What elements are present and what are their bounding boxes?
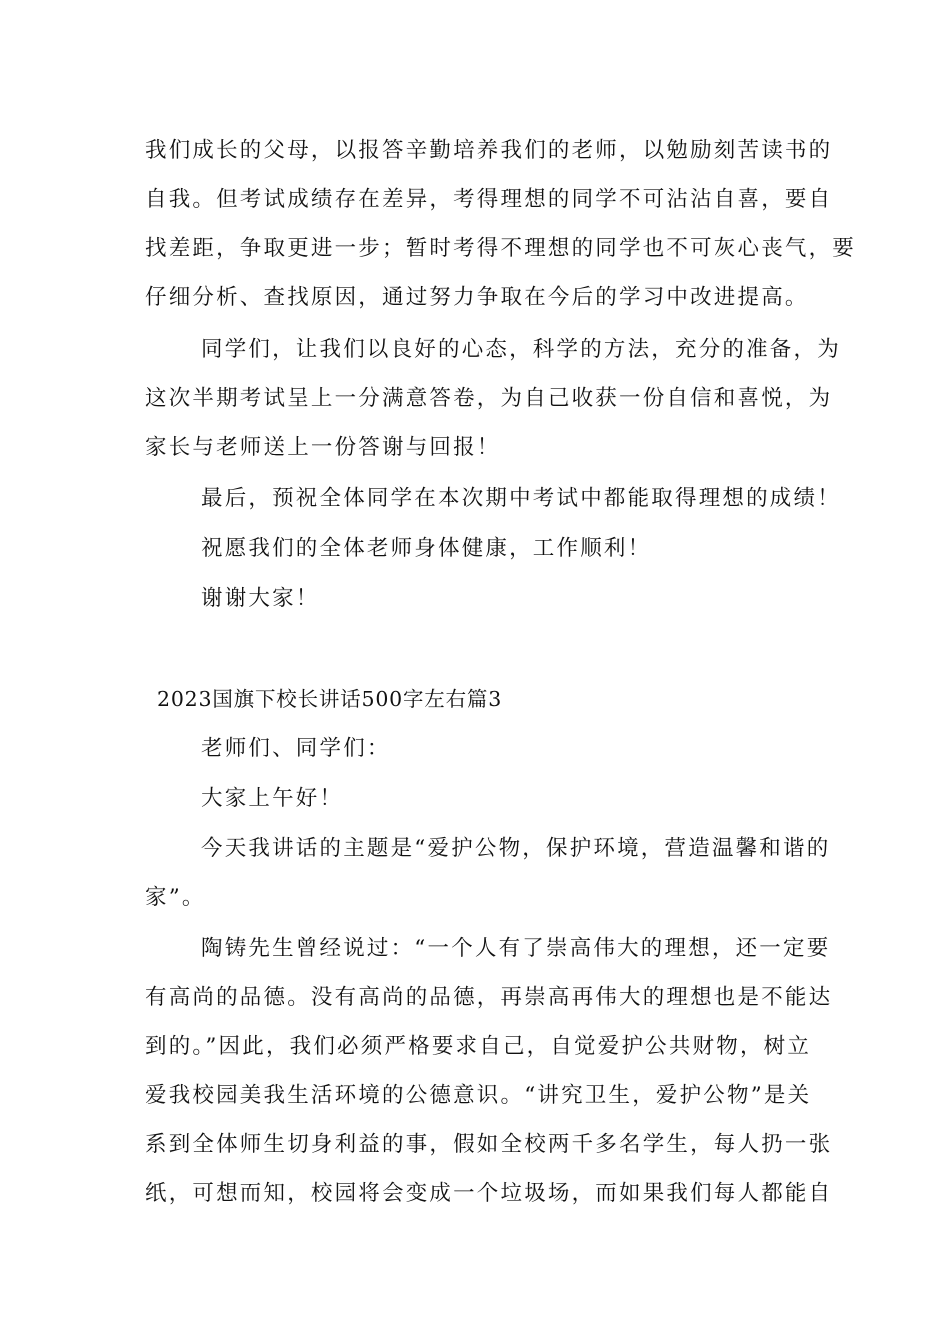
text-line: 今天我讲话的主题是“爱护公物，保护环境，营造温馨和谐的 (201, 836, 831, 861)
text-line: 纸，可想而知，校园将会变成一个垃圾场，而如果我们每人都能自 (145, 1181, 833, 1206)
text-line: 陶铸先生曾经说过：“一个人有了崇高伟大的理想，还一定要 (201, 936, 831, 961)
closing-line: 最后，预祝全体同学在本次期中考试中都能取得理想的成绩！ (201, 486, 841, 511)
salutation: 老师们、同学们： (201, 736, 391, 761)
text-line: 爱我校园美我生活环境的公德意识。“讲究卫生，爱护公物”是关 (145, 1083, 812, 1108)
text-line: 这次半期考试呈上一分满意答卷，为自己收获一份自信和喜悦，为 (145, 386, 833, 411)
text-line: 同学们，让我们以良好的心态，科学的方法，充分的准备，为 (201, 337, 841, 362)
text-line: 找差距，争取更进一步；暂时考得不理想的同学也不可灰心丧气，要 (145, 236, 857, 261)
text-line: 到的。”因此，我们必须严格要求自己，自觉爱护公共财物，树立 (145, 1034, 812, 1059)
text-line: 系到全体师生切身利益的事，假如全校两千多名学生，每人扔一张 (145, 1132, 833, 1157)
greeting: 大家上午好！ (201, 786, 344, 811)
text-line: 有高尚的品德。没有高尚的品德，再崇高再伟大的理想也是不能达 (145, 985, 833, 1010)
text-line: 我们成长的父母，以报答辛勤培养我们的老师，以勉励刻苦读书的 (145, 138, 833, 163)
text-line: 自我。但考试成绩存在差异，考得理想的同学不可沾沾自喜，要自 (145, 187, 833, 212)
text-line: 家”。 (145, 885, 206, 910)
text-line: 家长与老师送上一份答谢与回报！ (145, 435, 501, 460)
closing-line: 谢谢大家！ (201, 586, 320, 611)
section-heading: 2023国旗下校长讲话500字左右篇3 (157, 687, 503, 711)
closing-line: 祝愿我们的全体老师身体健康，工作顺利！ (201, 536, 652, 561)
text-line: 仔细分析、查找原因，通过努力争取在今后的学习中改进提高。 (145, 285, 809, 310)
